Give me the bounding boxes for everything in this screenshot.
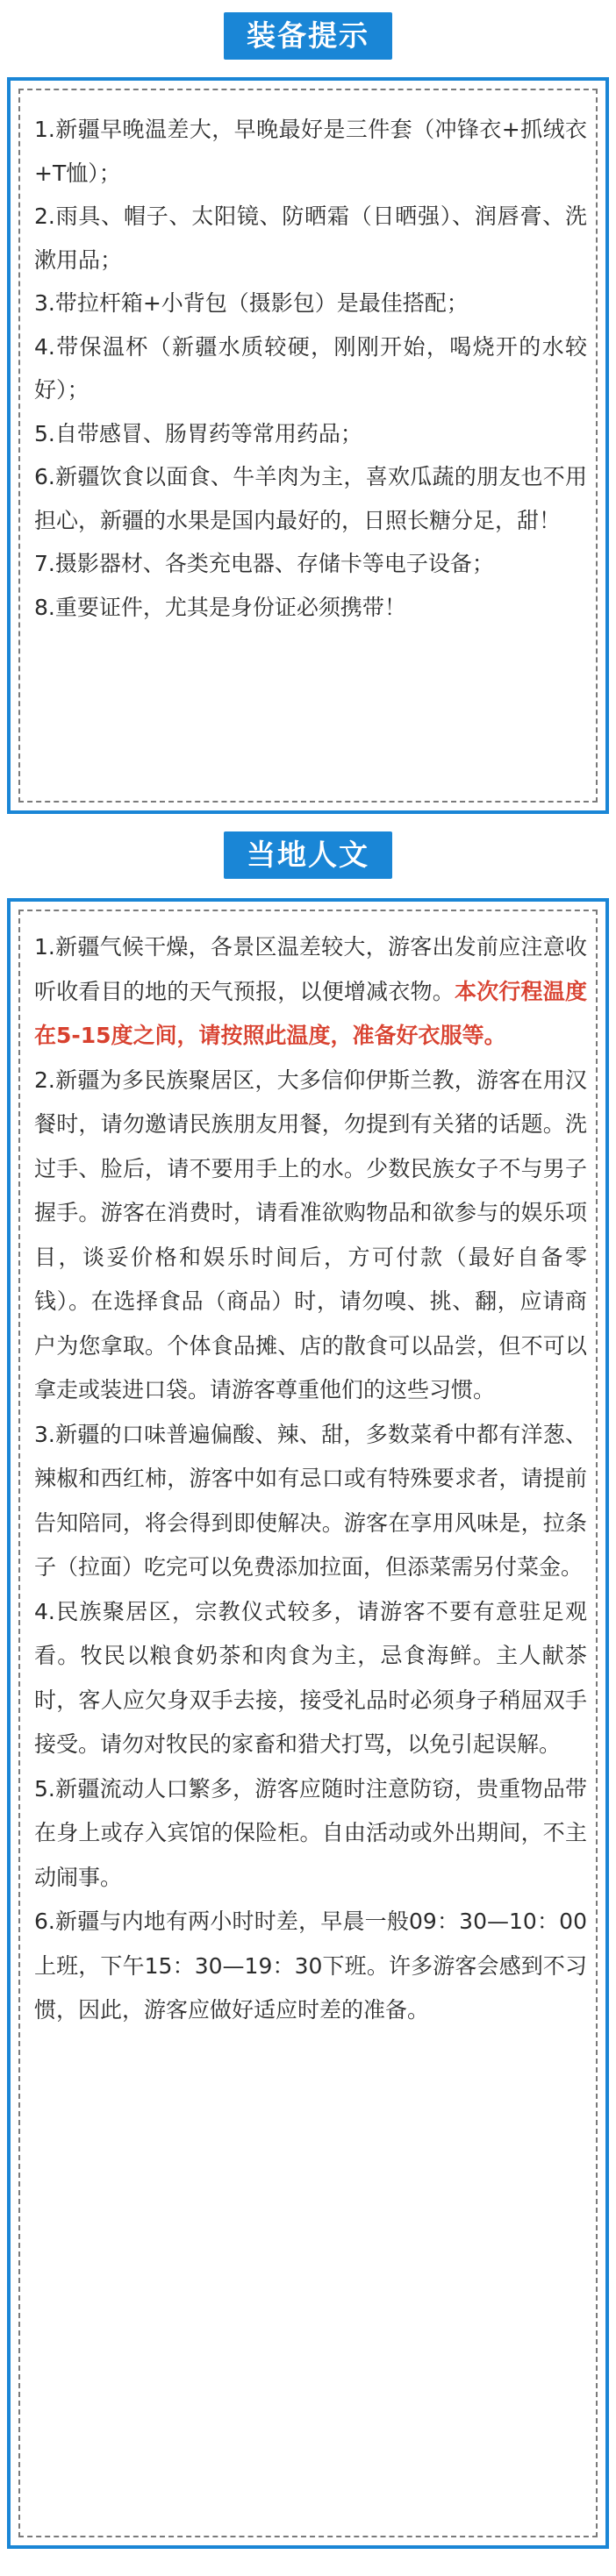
local-culture-box — [7, 898, 609, 2549]
equipment-item: 5.自带感冒、肠胃药等常用药品； — [34, 420, 362, 446]
culture-item: 4.民族聚居区，宗教仪式较多，请游客不要有意驻足观看。牧民以粮食奶茶和肉食为主，忌食海鲜。主人献茶时，客人应欠身双手去接，接受礼品时必须身子稍屈双手接受。请勿对牧民的家畜和猎犬打骂，以免引起误解。 — [34, 1598, 587, 1757]
culture-item: 3.新疆的口味普遍偏酸、辣、甜，多数菜肴中都有洋葱、辣椒和西红柿，游客中如有忌口或有特殊要求者，请提前告知陪同，将会得到即使解决。游客在享用风味是，拉条子（拉面）吃完可以免费添加拉面，但添菜需另付菜金。 — [34, 1421, 587, 1580]
culture-item: 6.新疆与内地有两小时时差，早晨一般09：30—10：00上班，下午15：30—19：30下班。许多游客会感到不习惯，因此，游客应做好适应时差的准备。 — [34, 1909, 587, 2023]
culture-item: 5.新疆流动人口繁多，游客应随时注意防窃，贵重物品带在身上或存入宾馆的保险柜。自由活动或外出期间，不主动闹事。 — [34, 1775, 587, 1890]
equipment-tips-list — [18, 89, 598, 803]
culture-item — [34, 925, 587, 1059]
equipment-item: 7.摄影器材、各类充电器、存储卡等电子设备； — [34, 551, 494, 576]
equipment-item: 4.带保温杯（新疆水质较硬，刚刚开始，喝烧开的水较好）； — [34, 333, 587, 403]
equipment-item: 3.带拉杆箱+小背包（摄影包）是最佳搭配； — [34, 290, 469, 316]
equipment-item: 6.新疆饮食以面食、牛羊肉为主，喜欢瓜蔬的朋友也不用担心，新疆的水果是国内最好的，日照长糖分足，甜！ — [34, 464, 587, 533]
equipment-item: 8.重要证件，尤其是身份证必须携带！ — [34, 594, 406, 620]
culture-item: 2.新疆为多民族聚居区，大多信仰伊斯兰教，游客在用汉餐时，请勿邀请民族朋友用餐，勿提到有关猪的话题。洗过手、脸后，请不要用手上的水。少数民族女子不与男子握手。游客在消费时，请看准欲购物品和欲参与的娱乐项目，谈妥价格和娱乐时间后，方可付款（最好自备零钱）。在选择食品（商品）时，请勿嗅、挑、翻，应请商户为您拿取。个体食品摊、店的散食可以品尝，但不可以拿走或装进口袋。请游客尊重他们的这些习惯。 — [34, 1067, 587, 1402]
equipment-item: 1.新疆早晚温差大，早晚最好是三件套（冲锋衣+抓绒衣+T恤）； — [34, 117, 587, 186]
equipment-item: 2.雨具、帽子、太阳镜、防晒霜（日晒强）、润唇膏、洗漱用品； — [34, 203, 587, 273]
equipment-tips-box — [7, 77, 609, 814]
culture-item-text: 1.新疆气候干燥，各景区温差较大，游客出发前应注意收听收看目的地的天气预报，以便增减衣物。 — [34, 934, 587, 1004]
local-culture-list — [18, 910, 598, 2537]
section-title-local-culture: 当地人文 — [224, 831, 392, 879]
temperature-highlight: 本次行程温度在5-15度之间，请按照此温度，准备好衣服等。 — [34, 978, 587, 1048]
section-title-equipment: 装备提示 — [224, 12, 392, 60]
